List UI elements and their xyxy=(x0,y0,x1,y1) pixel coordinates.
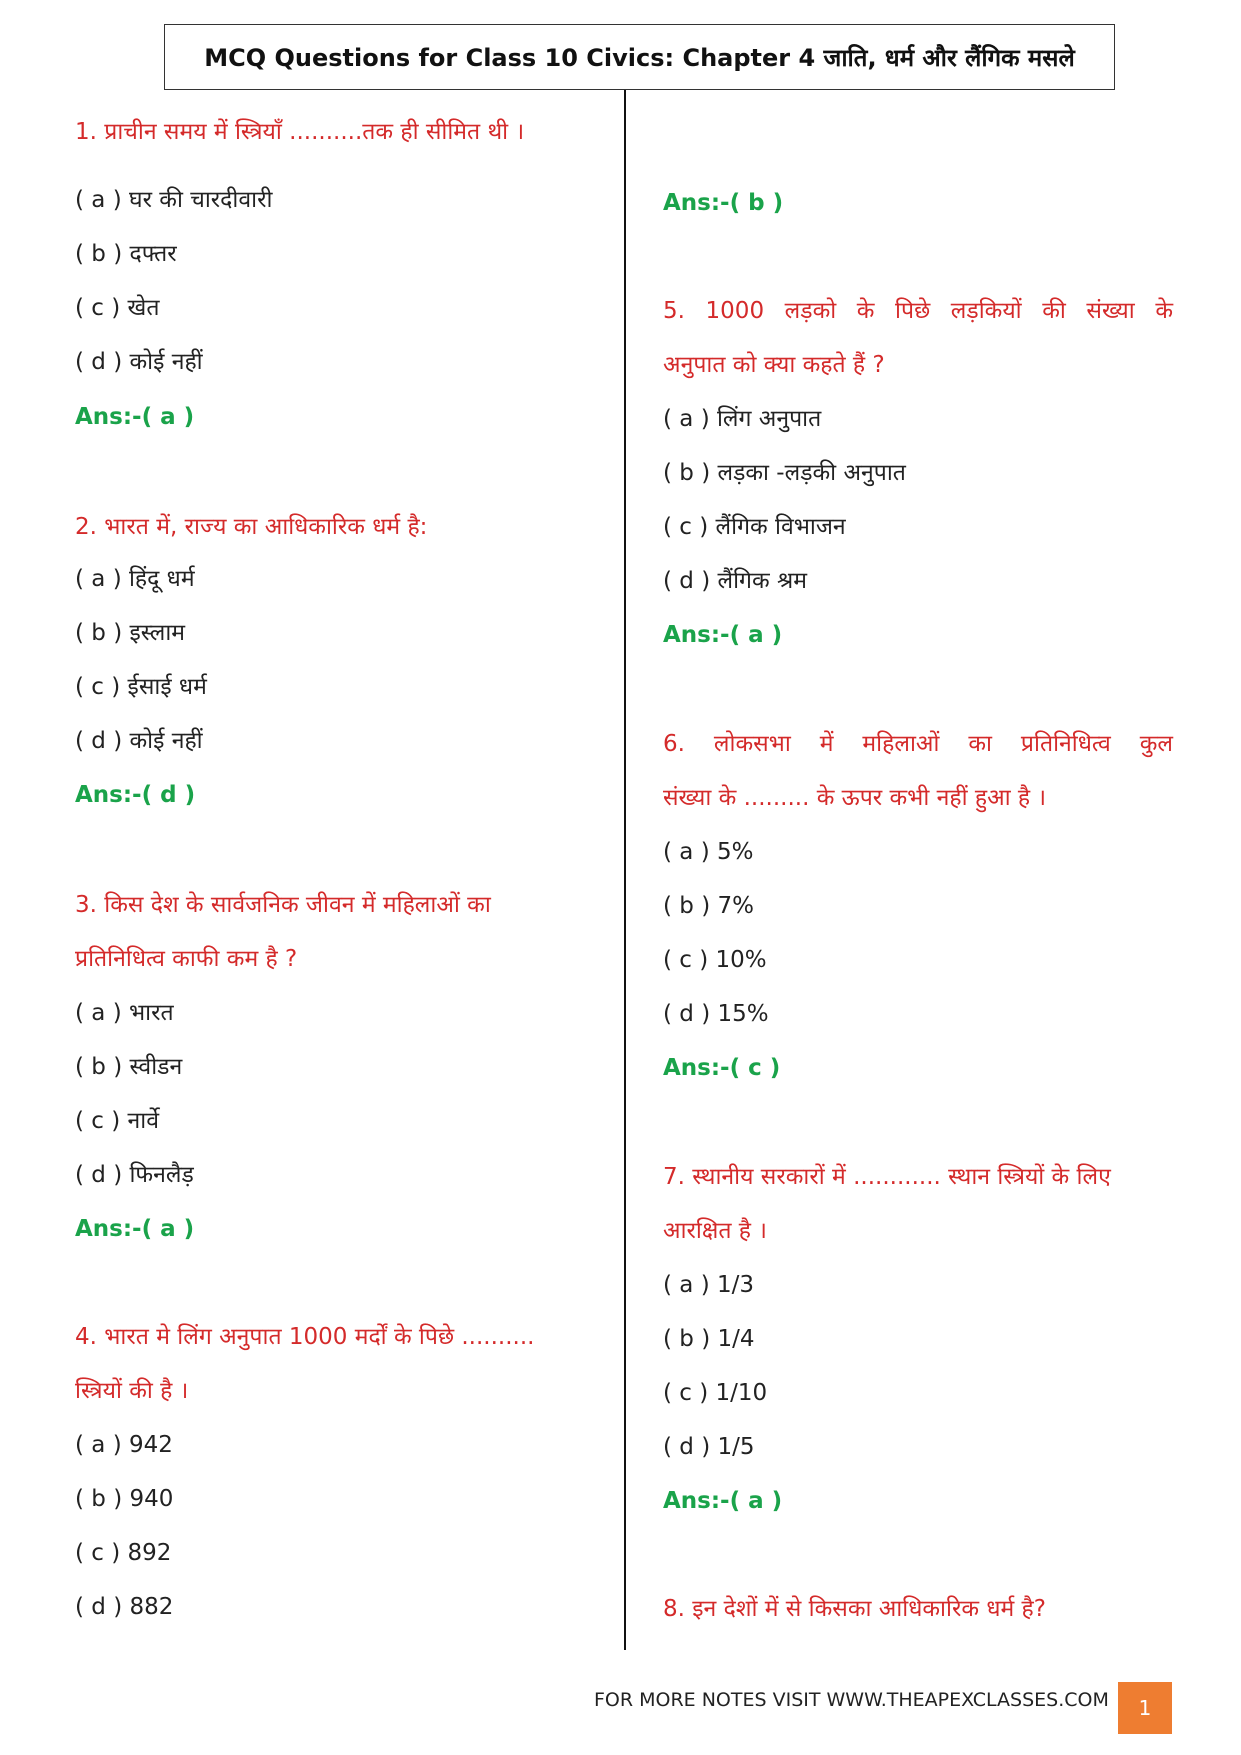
question-3-option-a: ( a ) भारत xyxy=(75,1000,174,1026)
question-4-option-a: ( a ) 942 xyxy=(75,1432,173,1458)
question-5-answer: Ans:-( a ) xyxy=(663,622,783,648)
question-4-option-d: ( d ) 882 xyxy=(75,1594,174,1620)
question-2-option-b: ( b ) इस्लाम xyxy=(75,620,186,646)
question-7-line-2: आरक्षित है । xyxy=(663,1218,768,1244)
footer-notes-link[interactable]: FOR MORE NOTES VISIT WWW.THEAPEXCLASSES.COM xyxy=(594,1689,1109,1711)
question-6-option-b: ( b ) 7% xyxy=(663,893,754,919)
question-5-option-b: ( b ) लड़का -लड़की अनुपात xyxy=(663,460,906,486)
question-8: 8. इन देशों में से किसका आधिकारिक धर्म है? xyxy=(663,1596,1046,1622)
question-1-answer: Ans:-( a ) xyxy=(75,404,195,430)
question-1-option-c: ( c ) खेत xyxy=(75,295,160,321)
question-5-option-c: ( c ) लैंगिक विभाजन xyxy=(663,514,846,540)
question-6-answer: Ans:-( c ) xyxy=(663,1055,781,1081)
page-number-badge: 1 xyxy=(1118,1682,1172,1734)
question-3-option-b: ( b ) स्वीडन xyxy=(75,1054,183,1080)
question-5-line-2: अनुपात को क्या कहते हैं ? xyxy=(663,352,885,378)
question-5-option-d: ( d ) लैंगिक श्रम xyxy=(663,568,807,594)
question-6-line-2: संख्या के ......... के ऊपर कभी नहीं हुआ है । xyxy=(663,785,1047,811)
question-6-line-1: 6. लोकसभा में महिलाओं का प्रतिनिधित्व कुल xyxy=(663,731,1173,757)
question-4-line-2: स्त्रियों की है । xyxy=(75,1378,189,1404)
question-6-option-d: ( d ) 15% xyxy=(663,1001,769,1027)
question-1-option-a: ( a ) घर की चारदीवारी xyxy=(75,187,273,213)
question-5-line-1: 5. 1000 लड़को के पिछे लड़कियों की संख्या के xyxy=(663,298,1173,324)
question-7-option-a: ( a ) 1/3 xyxy=(663,1272,754,1298)
question-1: 1. प्राचीन समय में स्त्रियाँ ..........तक ही सीमित थी । xyxy=(75,119,525,145)
document-title-box xyxy=(164,24,1115,90)
question-6-option-c: ( c ) 10% xyxy=(663,947,767,973)
question-3-option-c: ( c ) नार्वे xyxy=(75,1108,160,1134)
question-3-line-1: 3. किस देश के सार्वजनिक जीवन में महिलाओं का xyxy=(75,892,491,918)
question-3-line-2: प्रतिनिधित्व काफी कम है ? xyxy=(75,946,298,972)
question-7-answer: Ans:-( a ) xyxy=(663,1488,783,1514)
document-title: MCQ Questions for Class 10 Civics: Chapter 4 जाति, धर्म और लैंगिक मसले xyxy=(204,43,1075,72)
question-7-option-b: ( b ) 1/4 xyxy=(663,1326,755,1352)
column-divider xyxy=(624,90,626,1650)
question-1-option-d: ( d ) कोई नहीं xyxy=(75,349,203,375)
question-2-option-a: ( a ) हिंदू धर्म xyxy=(75,566,195,592)
question-1-option-b: ( b ) दफ्तर xyxy=(75,241,177,267)
question-7-option-d: ( d ) 1/5 xyxy=(663,1434,755,1460)
question-2-answer: Ans:-( d ) xyxy=(75,782,196,808)
question-7-option-c: ( c ) 1/10 xyxy=(663,1380,768,1406)
question-2: 2. भारत में, राज्य का आधिकारिक धर्म है: xyxy=(75,514,428,540)
question-4-line-1: 4. भारत मे लिंग अनुपात 1000 मर्दों के पिछे .......... xyxy=(75,1324,535,1350)
question-5-option-a: ( a ) लिंग अनुपात xyxy=(663,406,822,432)
question-3-answer: Ans:-( a ) xyxy=(75,1216,195,1242)
question-7-line-1: 7. स्थानीय सरकारों में ............ स्थान स्त्रियों के लिए xyxy=(663,1164,1111,1190)
question-4-option-c: ( c ) 892 xyxy=(75,1540,172,1566)
question-6-option-a: ( a ) 5% xyxy=(663,839,754,865)
question-4-option-b: ( b ) 940 xyxy=(75,1486,174,1512)
question-4-answer: Ans:-( b ) xyxy=(663,190,784,216)
question-2-option-c: ( c ) ईसाई धर्म xyxy=(75,674,207,700)
question-2-option-d: ( d ) कोई नहीं xyxy=(75,728,203,754)
question-3-option-d: ( d ) फिनलैड़ xyxy=(75,1162,194,1188)
